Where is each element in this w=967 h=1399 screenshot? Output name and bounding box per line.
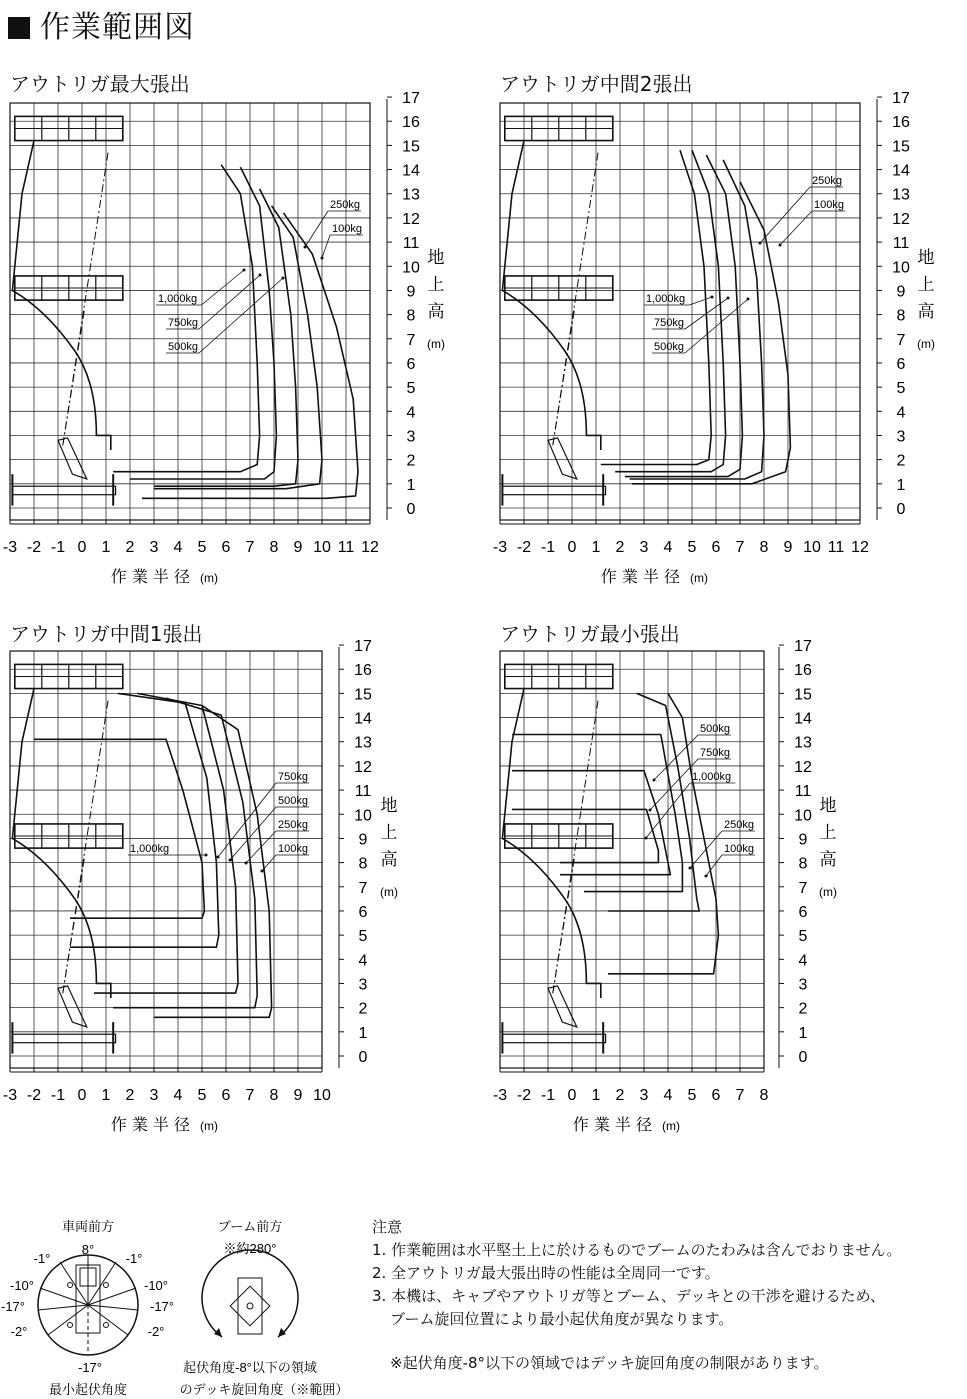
- x-axis-title: 作 業 半 径: [110, 1115, 190, 1134]
- rotation-caption-2: のデッキ旋回角度（※範囲）: [179, 1382, 349, 1397]
- basket-upper: [15, 664, 123, 688]
- side-char-3: 高: [427, 302, 445, 322]
- x-tick-label: 2: [125, 539, 135, 556]
- x-tick-label: 2: [615, 539, 625, 556]
- basket-lower: [505, 276, 613, 300]
- angle-line: [38, 1305, 88, 1310]
- grid-frame: [10, 651, 322, 1068]
- load-label: 750kg: [700, 747, 730, 759]
- rotation-arc: [202, 1250, 298, 1337]
- x-tick-label: 0: [77, 539, 87, 556]
- leader-arrow-icon: [259, 274, 262, 277]
- vehicle-chassis: [502, 486, 605, 494]
- leader-arrow-icon: [705, 875, 708, 878]
- y-tick-label: 0: [798, 1049, 808, 1066]
- load-label: 250kg: [812, 175, 842, 187]
- y-tick-label: 0: [896, 501, 906, 518]
- load-label: 500kg: [168, 341, 198, 353]
- vehicle-chassis: [502, 1034, 605, 1042]
- x-tick-label: -3: [2, 539, 18, 556]
- y-tick-label: 11: [354, 783, 372, 801]
- y-tick-label: 14: [354, 710, 372, 728]
- x-tick-label: 8: [759, 539, 769, 556]
- y-tick-label: 14: [892, 162, 910, 180]
- x-tick-label: 9: [783, 539, 793, 556]
- y-tick-label: 8: [358, 855, 368, 873]
- boom-base: [58, 438, 87, 479]
- leader-arrow-icon: [759, 242, 762, 245]
- basket-upper: [15, 116, 123, 140]
- y-tick-label: 11: [402, 235, 420, 253]
- load-curve-2: [512, 735, 682, 892]
- load-label-leader: [780, 211, 812, 245]
- y-tick-label: 7: [406, 331, 416, 349]
- side-char-1: 地: [380, 796, 398, 816]
- x-tick-label: 5: [197, 539, 207, 556]
- boom-base: [58, 986, 87, 1027]
- leader-arrow-icon: [245, 862, 248, 865]
- leader-arrow-icon: [205, 854, 208, 857]
- y-tick-label: 7: [798, 879, 808, 897]
- boom-rotation-diagram: [180, 1219, 349, 1397]
- y-tick-label: 14: [402, 162, 420, 180]
- y-tick-label: 5: [406, 380, 416, 398]
- load-curve-4: [608, 693, 718, 973]
- angle-line: [88, 1288, 136, 1305]
- range-diagram-1: [493, 90, 935, 586]
- grid-frame: [500, 103, 860, 520]
- angle-line: [88, 1305, 128, 1335]
- y-tick-label: 4: [358, 952, 368, 970]
- angle-diagrams: [0, 1210, 370, 1399]
- leader-arrow-icon: [217, 856, 220, 859]
- note-item: 3. 本機は、キャブやアウトリガ等とブーム、デッキとの干渉を避けるため、: [372, 1287, 886, 1305]
- y-tick-label: 2: [798, 1000, 808, 1018]
- boom-centerline-short: [63, 858, 85, 993]
- x-tick-label: 5: [687, 1087, 697, 1104]
- min-angle-diagram: [1, 1219, 174, 1397]
- note-item: 1. 作業範囲は水平堅土上に於けるものでブームのたわみは含んでおりません。: [372, 1241, 902, 1259]
- angle-r1: -10°: [144, 1278, 168, 1293]
- x-tick-label: 6: [221, 539, 231, 556]
- side-char-2: 上: [380, 823, 398, 843]
- x-tick-label: 7: [245, 1087, 255, 1104]
- leader-arrow-icon: [747, 298, 750, 301]
- load-label-leader: [305, 211, 328, 247]
- diagram-title-mid2: アウトリガ中間2張出: [500, 72, 693, 96]
- y-tick-label: 2: [406, 452, 416, 470]
- angle-l3: -2°: [10, 1324, 28, 1339]
- boom-centerline-short: [553, 310, 575, 445]
- load-curve-4: [154, 706, 272, 1018]
- y-tick-label: 0: [406, 501, 416, 518]
- y-tick-label: 9: [896, 283, 906, 301]
- side-char-2: 上: [427, 275, 445, 295]
- y-tick-label: 13: [402, 186, 420, 204]
- notes: [372, 1216, 902, 1375]
- diagram-title-max: アウトリガ最大張出: [10, 72, 190, 96]
- load-curve-0: [601, 150, 711, 464]
- x-axis-title: 作 業 半 径: [110, 567, 190, 586]
- basket-lower: [15, 276, 123, 300]
- x-tick-label: -2: [516, 539, 532, 556]
- y-tick-label: 6: [896, 355, 906, 373]
- angle-l2: -17°: [1, 1299, 25, 1314]
- y-tick-label: 6: [358, 903, 368, 921]
- y-tick-label: 3: [358, 976, 368, 994]
- y-tick-label: 2: [896, 452, 906, 470]
- y-tick-label: 2: [358, 1000, 368, 1018]
- x-axis-unit: (m): [690, 571, 708, 585]
- x-tick-label: -1: [50, 1087, 66, 1104]
- y-tick-label: 10: [402, 259, 420, 277]
- y-tick-label: 3: [798, 976, 808, 994]
- side-char-2: 上: [819, 823, 837, 843]
- arrow-right-icon: [278, 1328, 286, 1337]
- load-label: 500kg: [278, 795, 308, 807]
- y-tick-label: 1: [896, 476, 906, 494]
- x-axis-title: 作 業 半 径: [600, 567, 680, 586]
- x-axis-unit: (m): [662, 1119, 680, 1133]
- page-title-text: 作業範囲図: [40, 10, 195, 45]
- x-tick-label: 2: [125, 1087, 135, 1104]
- x-tick-label: -2: [26, 539, 42, 556]
- note-item: 2. 全アウトリガ最大張出時の性能は全周同一です。: [372, 1264, 720, 1282]
- x-tick-label: -3: [492, 539, 508, 556]
- y-tick-label: 11: [892, 235, 910, 253]
- y-tick-label: 10: [794, 807, 812, 825]
- load-label: 750kg: [278, 771, 308, 783]
- rotation-angle-label: ※約280°: [223, 1241, 277, 1256]
- y-tick-label: 5: [896, 380, 906, 398]
- y-tick-label: 16: [892, 114, 910, 132]
- side-char-1: 地: [819, 796, 837, 816]
- y-tick-label: 7: [358, 879, 368, 897]
- y-tick-label: 0: [358, 1049, 368, 1066]
- range-diagram-2: [3, 638, 398, 1134]
- load-label: 750kg: [654, 317, 684, 329]
- basket-lower: [15, 824, 123, 848]
- leader-arrow-icon: [653, 779, 656, 782]
- load-label: 250kg: [330, 199, 360, 211]
- y-tick-label: 4: [798, 952, 808, 970]
- load-label-leader: [760, 187, 810, 243]
- y-tick-label: 9: [358, 831, 368, 849]
- x-tick-label: 5: [687, 539, 697, 556]
- x-tick-label: 9: [293, 539, 303, 556]
- x-tick-label: 9: [293, 1087, 303, 1104]
- y-tick-label: 9: [406, 283, 416, 301]
- boom-front-label: ブーム前方: [217, 1219, 283, 1234]
- turntable-outline: [230, 1286, 270, 1326]
- x-tick-label: 3: [639, 1087, 649, 1104]
- y-tick-label: 16: [354, 662, 372, 680]
- x-tick-label: 7: [245, 539, 255, 556]
- x-tick-label: 12: [361, 539, 379, 556]
- y-axis-unit: (m): [380, 885, 398, 899]
- vehicle-chassis: [12, 1034, 115, 1042]
- x-tick-label: 4: [663, 1087, 673, 1104]
- load-label: 500kg: [700, 723, 730, 735]
- side-char-2: 上: [917, 275, 935, 295]
- y-tick-label: 7: [896, 331, 906, 349]
- boom-base: [548, 438, 577, 479]
- leader-arrow-icon: [727, 297, 730, 300]
- y-tick-label: 13: [892, 186, 910, 204]
- rotation-caption-1: 起伏角度-8°以下の領域: [183, 1360, 317, 1375]
- x-tick-label: 0: [77, 1087, 87, 1104]
- diagram-title-min: アウトリガ最小張出: [500, 622, 680, 646]
- boom-centerline-short: [63, 310, 85, 445]
- y-tick-label: 14: [794, 710, 812, 728]
- y-tick-label: 13: [354, 734, 372, 752]
- y-tick-label: 8: [798, 855, 808, 873]
- x-tick-label: -2: [516, 1087, 532, 1104]
- load-label: 500kg: [654, 341, 684, 353]
- load-label-leader: [201, 270, 244, 305]
- y-tick-label: 16: [794, 662, 812, 680]
- y-tick-label: 4: [896, 404, 906, 422]
- min-angle-caption: 最小起伏角度: [48, 1382, 128, 1397]
- y-tick-label: 12: [892, 210, 910, 228]
- y-tick-label: 3: [406, 428, 416, 446]
- angle-line: [48, 1305, 88, 1335]
- y-tick-label: 17: [892, 90, 910, 108]
- load-label: 250kg: [278, 819, 308, 831]
- load-curve-1: [70, 693, 219, 947]
- y-tick-label: 11: [794, 783, 812, 801]
- x-tick-label: -2: [26, 1087, 42, 1104]
- load-label: 100kg: [814, 199, 844, 211]
- angle-tl: -1°: [33, 1251, 51, 1266]
- vehicle-chassis: [12, 486, 115, 494]
- x-tick-label: 4: [173, 1087, 183, 1104]
- load-label-leader: [689, 297, 712, 305]
- range-diagram-0: [3, 90, 445, 586]
- basket-upper: [505, 664, 613, 688]
- y-tick-label: 10: [892, 259, 910, 277]
- arrow-left-icon: [214, 1328, 222, 1337]
- angle-tr: -1°: [125, 1251, 143, 1266]
- x-tick-label: 0: [567, 539, 577, 556]
- y-tick-label: 15: [354, 686, 372, 704]
- leader-arrow-icon: [304, 246, 307, 249]
- x-axis-unit: (m): [200, 571, 218, 585]
- x-tick-label: 4: [173, 539, 183, 556]
- leader-arrow-icon: [689, 867, 692, 870]
- grid-frame: [500, 651, 764, 1068]
- load-label: 1,000kg: [646, 293, 686, 305]
- x-tick-label: 3: [639, 539, 649, 556]
- y-tick-label: 17: [402, 90, 420, 108]
- x-tick-label: 10: [313, 539, 331, 556]
- y-tick-label: 9: [798, 831, 808, 849]
- y-tick-label: 8: [406, 307, 416, 325]
- leader-arrow-icon: [321, 257, 324, 260]
- x-axis-title: 作 業 半 径: [572, 1115, 652, 1134]
- x-tick-label: 11: [827, 539, 845, 556]
- y-tick-label: 10: [354, 807, 372, 825]
- range-diagram-3: [493, 638, 837, 1134]
- load-label-leader: [322, 235, 330, 258]
- x-tick-label: 8: [269, 539, 279, 556]
- load-curve-1: [512, 771, 670, 875]
- x-tick-label: -1: [540, 539, 556, 556]
- angle-line: [40, 1288, 88, 1305]
- x-tick-label: 8: [269, 1087, 279, 1104]
- x-tick-label: 1: [591, 539, 601, 556]
- x-tick-label: -3: [2, 1087, 18, 1104]
- x-tick-label: 8: [759, 1087, 769, 1104]
- y-tick-label: 16: [402, 114, 420, 132]
- note-item: ブーム旋回位置により最小起伏角度が異なります。: [390, 1310, 734, 1328]
- leader-arrow-icon: [282, 277, 285, 280]
- y-tick-label: 4: [406, 404, 416, 422]
- boom-base: [548, 986, 577, 1027]
- angle-line: [88, 1305, 138, 1310]
- load-label: 1,000kg: [130, 843, 170, 855]
- x-tick-label: 5: [197, 1087, 207, 1104]
- y-tick-label: 12: [794, 758, 812, 776]
- x-tick-label: 3: [149, 1087, 159, 1104]
- notes-heading: 注意: [372, 1218, 403, 1236]
- x-tick-label: -1: [50, 539, 66, 556]
- y-axis-unit: (m): [427, 337, 445, 351]
- leader-arrow-icon: [711, 296, 714, 299]
- x-tick-label: 1: [591, 1087, 601, 1104]
- load-label: 250kg: [724, 819, 754, 831]
- leader-arrow-icon: [645, 837, 648, 840]
- x-tick-label: 6: [711, 1087, 721, 1104]
- leader-arrow-icon: [779, 244, 782, 247]
- angle-r3: -2°: [147, 1324, 165, 1339]
- x-tick-label: 1: [101, 539, 111, 556]
- load-label: 1,000kg: [692, 771, 732, 783]
- y-tick-label: 6: [406, 355, 416, 373]
- y-axis-unit: (m): [917, 337, 935, 351]
- y-tick-label: 15: [402, 138, 420, 156]
- y-axis-unit: (m): [819, 885, 837, 899]
- note-footnote: ※起伏角度-8°以下の領域ではデッキ旋回角度の制限があります。: [390, 1354, 829, 1372]
- x-tick-label: 6: [711, 539, 721, 556]
- load-label: 100kg: [278, 843, 308, 855]
- y-tick-label: 8: [896, 307, 906, 325]
- angle-top: 8°: [81, 1242, 95, 1257]
- side-char-3: 高: [380, 850, 398, 870]
- angle-l1: -10°: [10, 1278, 34, 1293]
- load-label: 750kg: [168, 317, 198, 329]
- leader-arrow-icon: [261, 870, 264, 873]
- x-tick-label: -1: [540, 1087, 556, 1104]
- y-tick-label: 15: [794, 686, 812, 704]
- angle-bottom: -17°: [78, 1360, 102, 1375]
- vehicle-front-label: 車両前方: [61, 1219, 115, 1234]
- x-tick-label: 11: [337, 539, 355, 556]
- leader-arrow-icon: [243, 269, 246, 272]
- x-tick-label: 0: [567, 1087, 577, 1104]
- x-tick-label: 6: [221, 1087, 231, 1104]
- x-tick-label: 12: [851, 539, 869, 556]
- x-tick-label: 3: [149, 539, 159, 556]
- angle-r2: -17°: [150, 1299, 174, 1314]
- diagram-title-mid1: アウトリガ中間1張出: [10, 622, 203, 646]
- x-tick-label: 10: [313, 1087, 331, 1104]
- x-tick-label: 7: [735, 1087, 745, 1104]
- x-tick-label: 10: [803, 539, 821, 556]
- y-tick-label: 6: [798, 903, 808, 921]
- y-tick-label: 1: [406, 476, 416, 494]
- boom-centerline-short: [553, 858, 575, 993]
- x-tick-label: -3: [492, 1087, 508, 1104]
- side-char-1: 地: [917, 248, 935, 268]
- x-tick-label: 1: [101, 1087, 111, 1104]
- load-curve-1: [615, 150, 725, 472]
- load-label: 1,000kg: [158, 293, 198, 305]
- y-tick-label: 15: [892, 138, 910, 156]
- y-tick-label: 17: [794, 638, 812, 656]
- load-label: 100kg: [724, 843, 754, 855]
- y-tick-label: 3: [896, 428, 906, 446]
- side-char-3: 高: [819, 850, 837, 870]
- x-tick-label: 7: [735, 539, 745, 556]
- x-tick-label: 4: [663, 539, 673, 556]
- y-tick-label: 5: [798, 928, 808, 946]
- side-char-3: 高: [917, 302, 935, 322]
- x-tick-label: 2: [615, 1087, 625, 1104]
- y-tick-label: 1: [798, 1024, 808, 1042]
- side-char-1: 地: [427, 248, 445, 268]
- basket-lower: [505, 824, 613, 848]
- y-tick-label: 17: [354, 638, 372, 656]
- load-label-leader: [199, 275, 260, 329]
- load-label-leader: [650, 759, 698, 810]
- y-tick-label: 12: [402, 210, 420, 228]
- y-tick-label: 5: [358, 928, 368, 946]
- y-tick-label: 12: [354, 758, 372, 776]
- grid-frame: [10, 103, 370, 520]
- y-tick-label: 13: [794, 734, 812, 752]
- load-label: 100kg: [332, 223, 362, 235]
- leader-arrow-icon: [649, 809, 652, 812]
- basket-upper: [505, 116, 613, 140]
- leader-arrow-icon: [229, 859, 232, 862]
- y-tick-label: 1: [358, 1024, 368, 1042]
- x-axis-unit: (m): [200, 1119, 218, 1133]
